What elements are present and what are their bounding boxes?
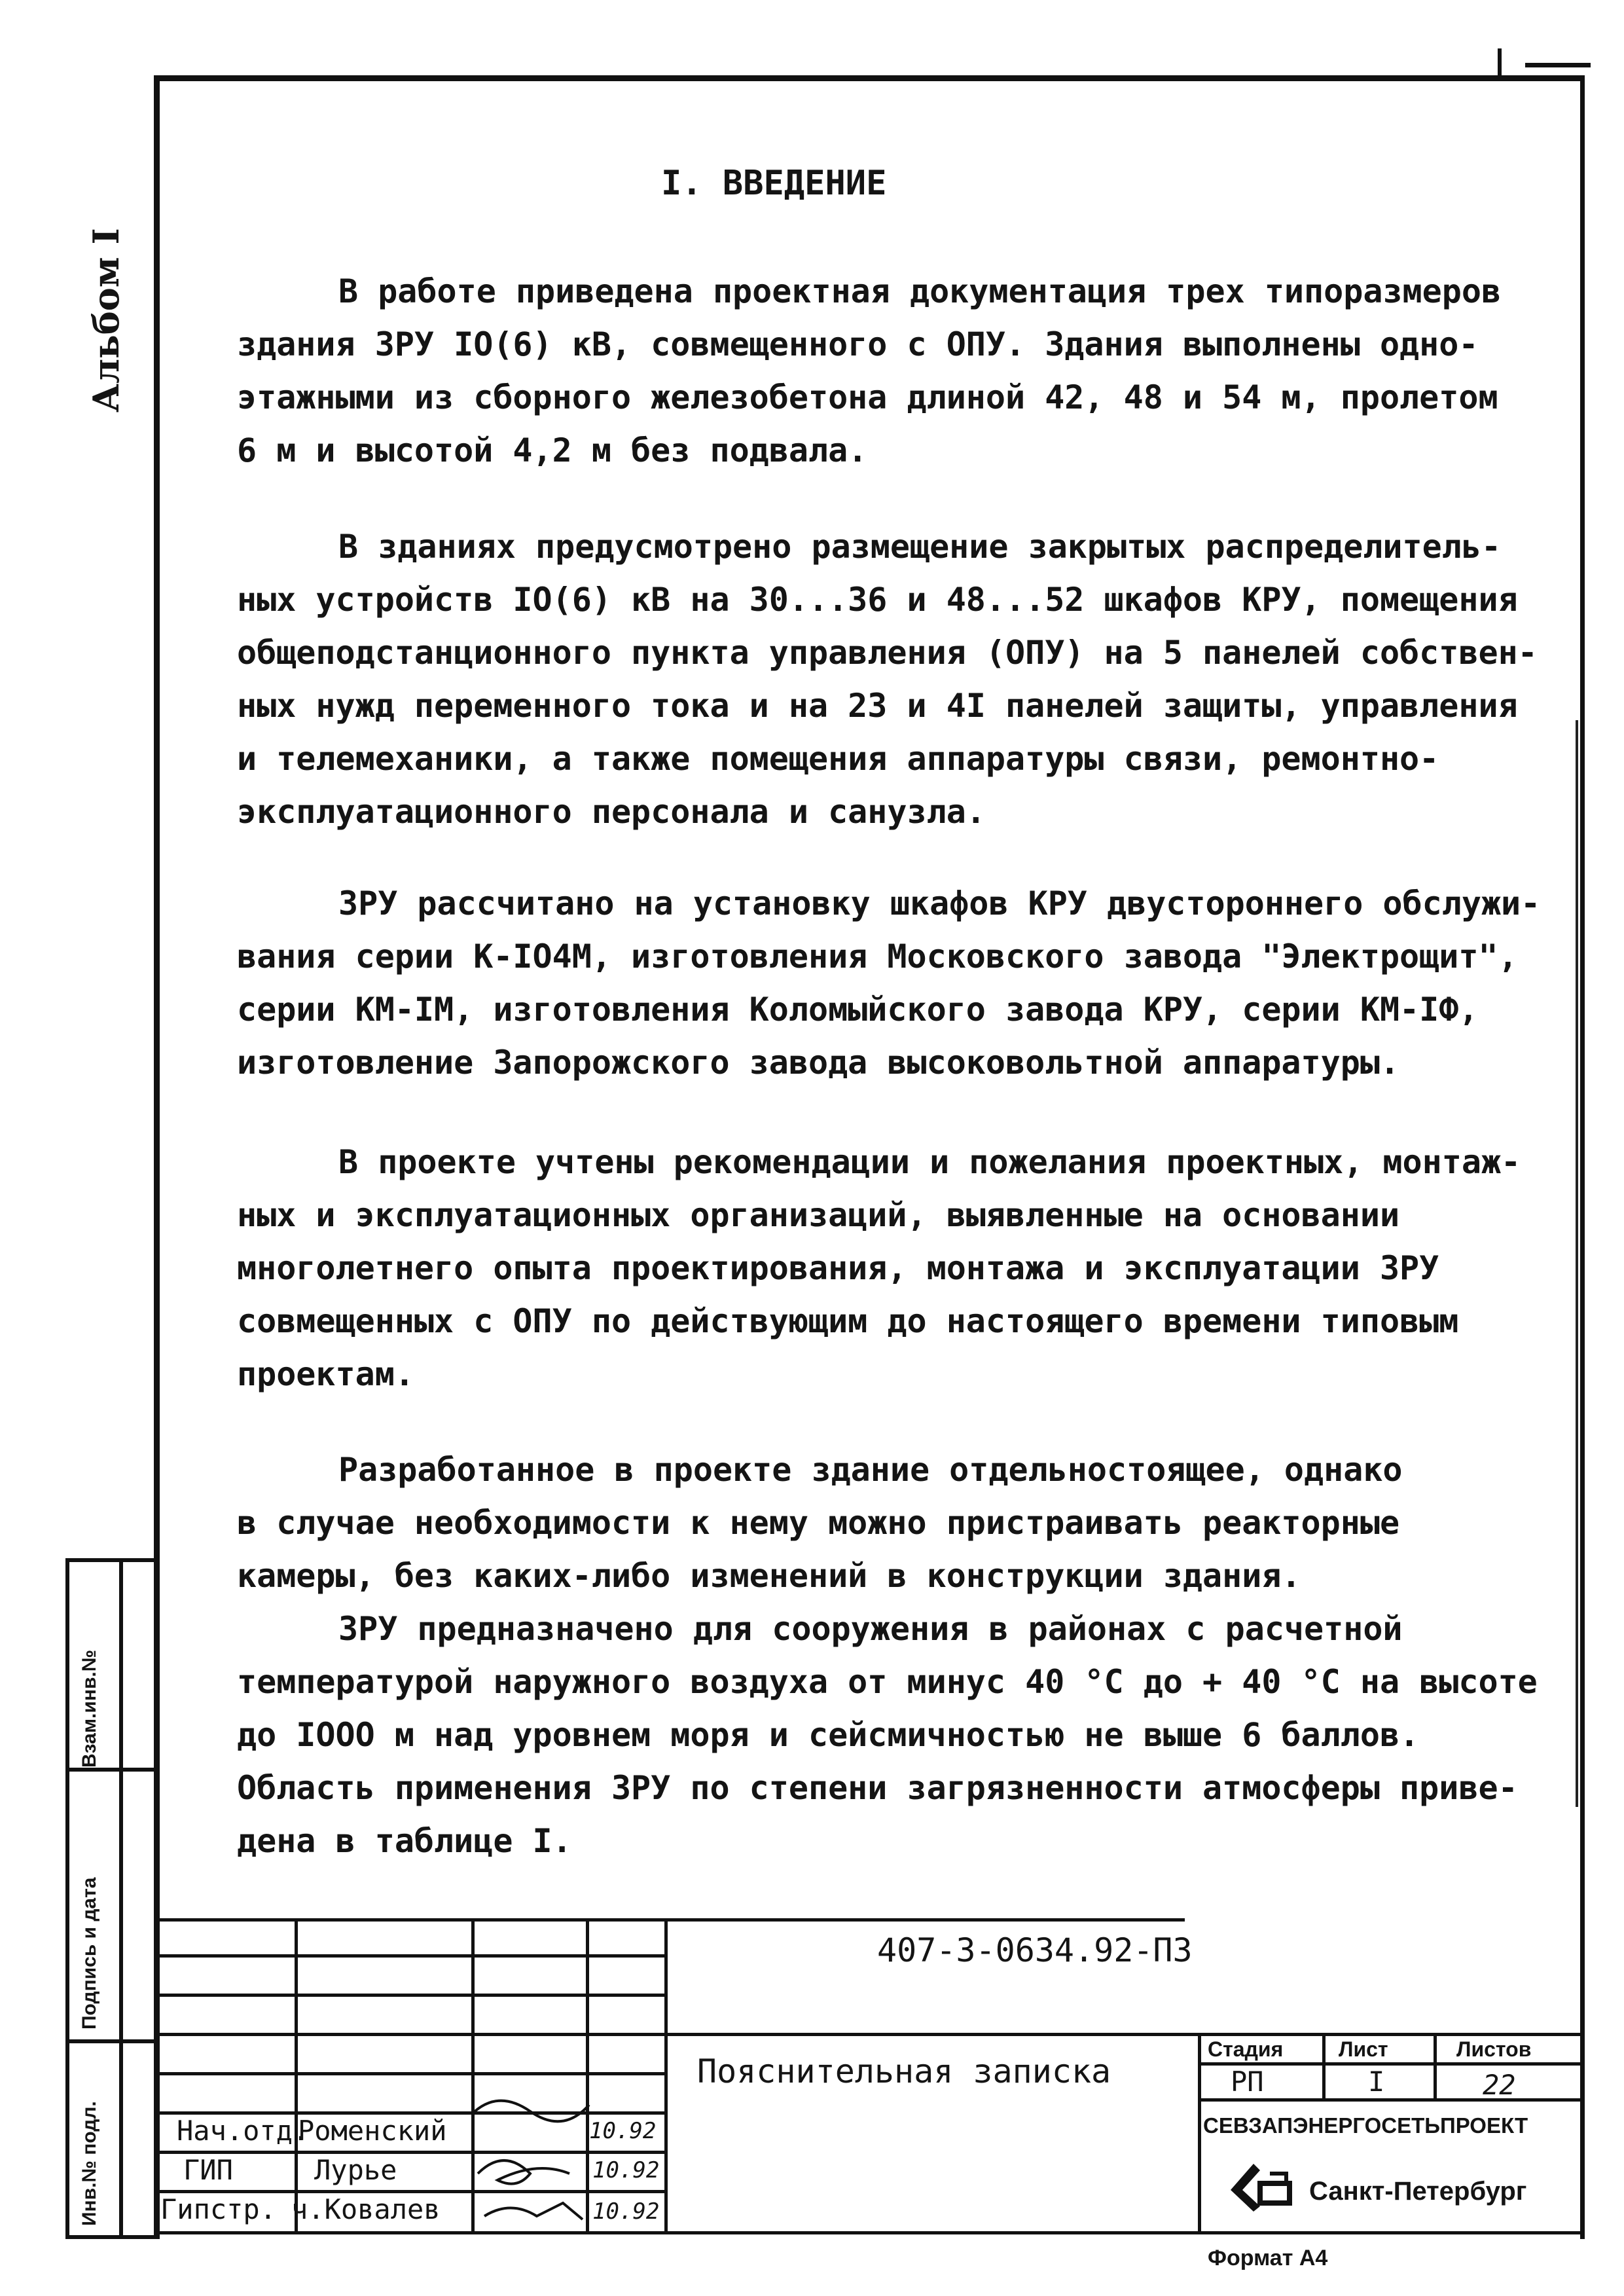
text-line: эксплуатационного персонала и санузла. bbox=[237, 793, 986, 831]
text-line: этажными из сборного железобетона длиной 42, 48 и 54 м, пролетом bbox=[237, 378, 1498, 416]
document-title: Пояснительная записка bbox=[697, 2052, 1111, 2090]
text-line: совмещенных с ОПУ по действующим до настоящего времени типовым bbox=[237, 1302, 1459, 1340]
text-line: изготовление Запорожского завода высоковольтной аппаратуры. bbox=[237, 1044, 1400, 1082]
text-line: В проекте учтены рекомендации и пожелания проектных, монтаж- bbox=[338, 1143, 1521, 1181]
sign-date-label: Подпись и дата bbox=[79, 1877, 100, 2030]
text-line: серии КМ-IМ, изготовления Коломыйского завода КРУ, серии КМ-IФ, bbox=[237, 991, 1479, 1029]
sheet-header: Лист bbox=[1339, 2037, 1388, 2061]
text-line: ЗРУ рассчитано на установку шкафов КРУ двустороннего обслужи- bbox=[338, 884, 1541, 922]
text-line: камеры, без каких-либо изменений в конструкции здания. bbox=[237, 1557, 1301, 1595]
text-line: Область применения ЗРУ по степени загрязненности атмосферы приве- bbox=[237, 1769, 1518, 1807]
date-3: 10.92 bbox=[592, 2198, 660, 2225]
sheet-value: I bbox=[1368, 2066, 1385, 2098]
organization-logo-icon bbox=[1224, 2154, 1296, 2213]
signature-marks bbox=[458, 2075, 602, 2232]
text-line: температурой наружного воздуха от минус 40 °С до + 40 °С на высоте bbox=[237, 1663, 1538, 1701]
text-line: здания ЗРУ IO(6) кВ, совмещенного с ОПУ. Здания выполнены одно- bbox=[237, 325, 1479, 363]
text-line: в случае необходимости к нему можно пристраивать реакторные bbox=[237, 1504, 1400, 1542]
text-line: В работе приведена проектная документация трех типоразмеров bbox=[338, 272, 1502, 310]
text-line: ных и эксплуатационных организаций, выявленные на основании bbox=[237, 1196, 1400, 1234]
name-1: Роменский bbox=[298, 2115, 447, 2147]
text-line: В зданиях предусмотрено размещение закрытых распределитель- bbox=[338, 528, 1502, 566]
date-1: 10.92 bbox=[589, 2118, 657, 2144]
album-label: Альбом I bbox=[85, 228, 127, 412]
margin-line bbox=[1576, 720, 1578, 1807]
sheets-header: Листов bbox=[1456, 2037, 1532, 2061]
stage-header: Стадия bbox=[1208, 2037, 1284, 2061]
paragraph-1 bbox=[237, 265, 1566, 477]
stage-value: РП bbox=[1231, 2066, 1264, 2098]
role-2: ГИП bbox=[183, 2154, 233, 2186]
organization-city: Санкт-Петербург bbox=[1309, 2177, 1527, 2206]
role-1: Нач.отд. bbox=[177, 2115, 310, 2147]
text-line: 6 м и высотой 4,2 м без подвала. bbox=[237, 431, 868, 469]
text-line: ных устройств IO(6) кВ на 30...36 и 48...52 шкафов КРУ, помещения bbox=[237, 581, 1518, 619]
text-line: Разработанное в проекте здание отдельностоящее, однако bbox=[338, 1451, 1403, 1489]
sheets-value: 22 bbox=[1483, 2069, 1516, 2101]
paragraph-2 bbox=[237, 520, 1566, 839]
date-2: 10.92 bbox=[592, 2157, 660, 2183]
paragraph-5 bbox=[237, 1444, 1566, 1868]
text-line: многолетнего опыта проектирования, монтажа и эксплуатации ЗРУ bbox=[237, 1249, 1439, 1287]
paragraph-3 bbox=[237, 877, 1566, 1089]
vzam-inv-label: Взам.инв.№ bbox=[79, 1649, 100, 1768]
text-line: ных нужд переменного тока и на 23 и 4I панелей защиты, управления bbox=[237, 687, 1518, 725]
text-line: ЗРУ предназначено для сооружения в районах с расчетной bbox=[338, 1610, 1403, 1648]
format-label: Формат А4 bbox=[1208, 2246, 1328, 2270]
role-3: Гипстр. bbox=[160, 2193, 277, 2225]
name-3: ч.Ковалев bbox=[291, 2193, 441, 2225]
frame-extension bbox=[1525, 63, 1591, 67]
name-2: Лурье bbox=[314, 2154, 397, 2186]
text-line: вания серии К-IO4М, изготовления Московского завода "Электрощит", bbox=[237, 938, 1518, 975]
text-line: и телемеханики, а также помещения аппаратуры связи, ремонтно- bbox=[237, 740, 1439, 778]
organization-name: СЕВЗАПЭНЕРГОСЕТЬПРОЕКТ bbox=[1203, 2113, 1528, 2138]
frame-tick bbox=[1498, 48, 1502, 76]
document-code: 407-3-0634.92-ПЗ bbox=[877, 1931, 1193, 1969]
inv-podl-label: Инв.№ подл. bbox=[79, 2101, 100, 2226]
text-line: до IOOO м над уровнем моря и сейсмичностью не выше 6 баллов. bbox=[237, 1716, 1420, 1754]
text-line: проектам. bbox=[237, 1355, 414, 1393]
text-line: дена в таблице I. bbox=[237, 1822, 572, 1860]
text-line: общеподстанционного пункта управления (ОПУ) на 5 панелей собствен- bbox=[237, 634, 1538, 672]
section-heading: I. ВВЕДЕНИЕ bbox=[661, 164, 887, 203]
paragraph-4 bbox=[237, 1136, 1566, 1401]
